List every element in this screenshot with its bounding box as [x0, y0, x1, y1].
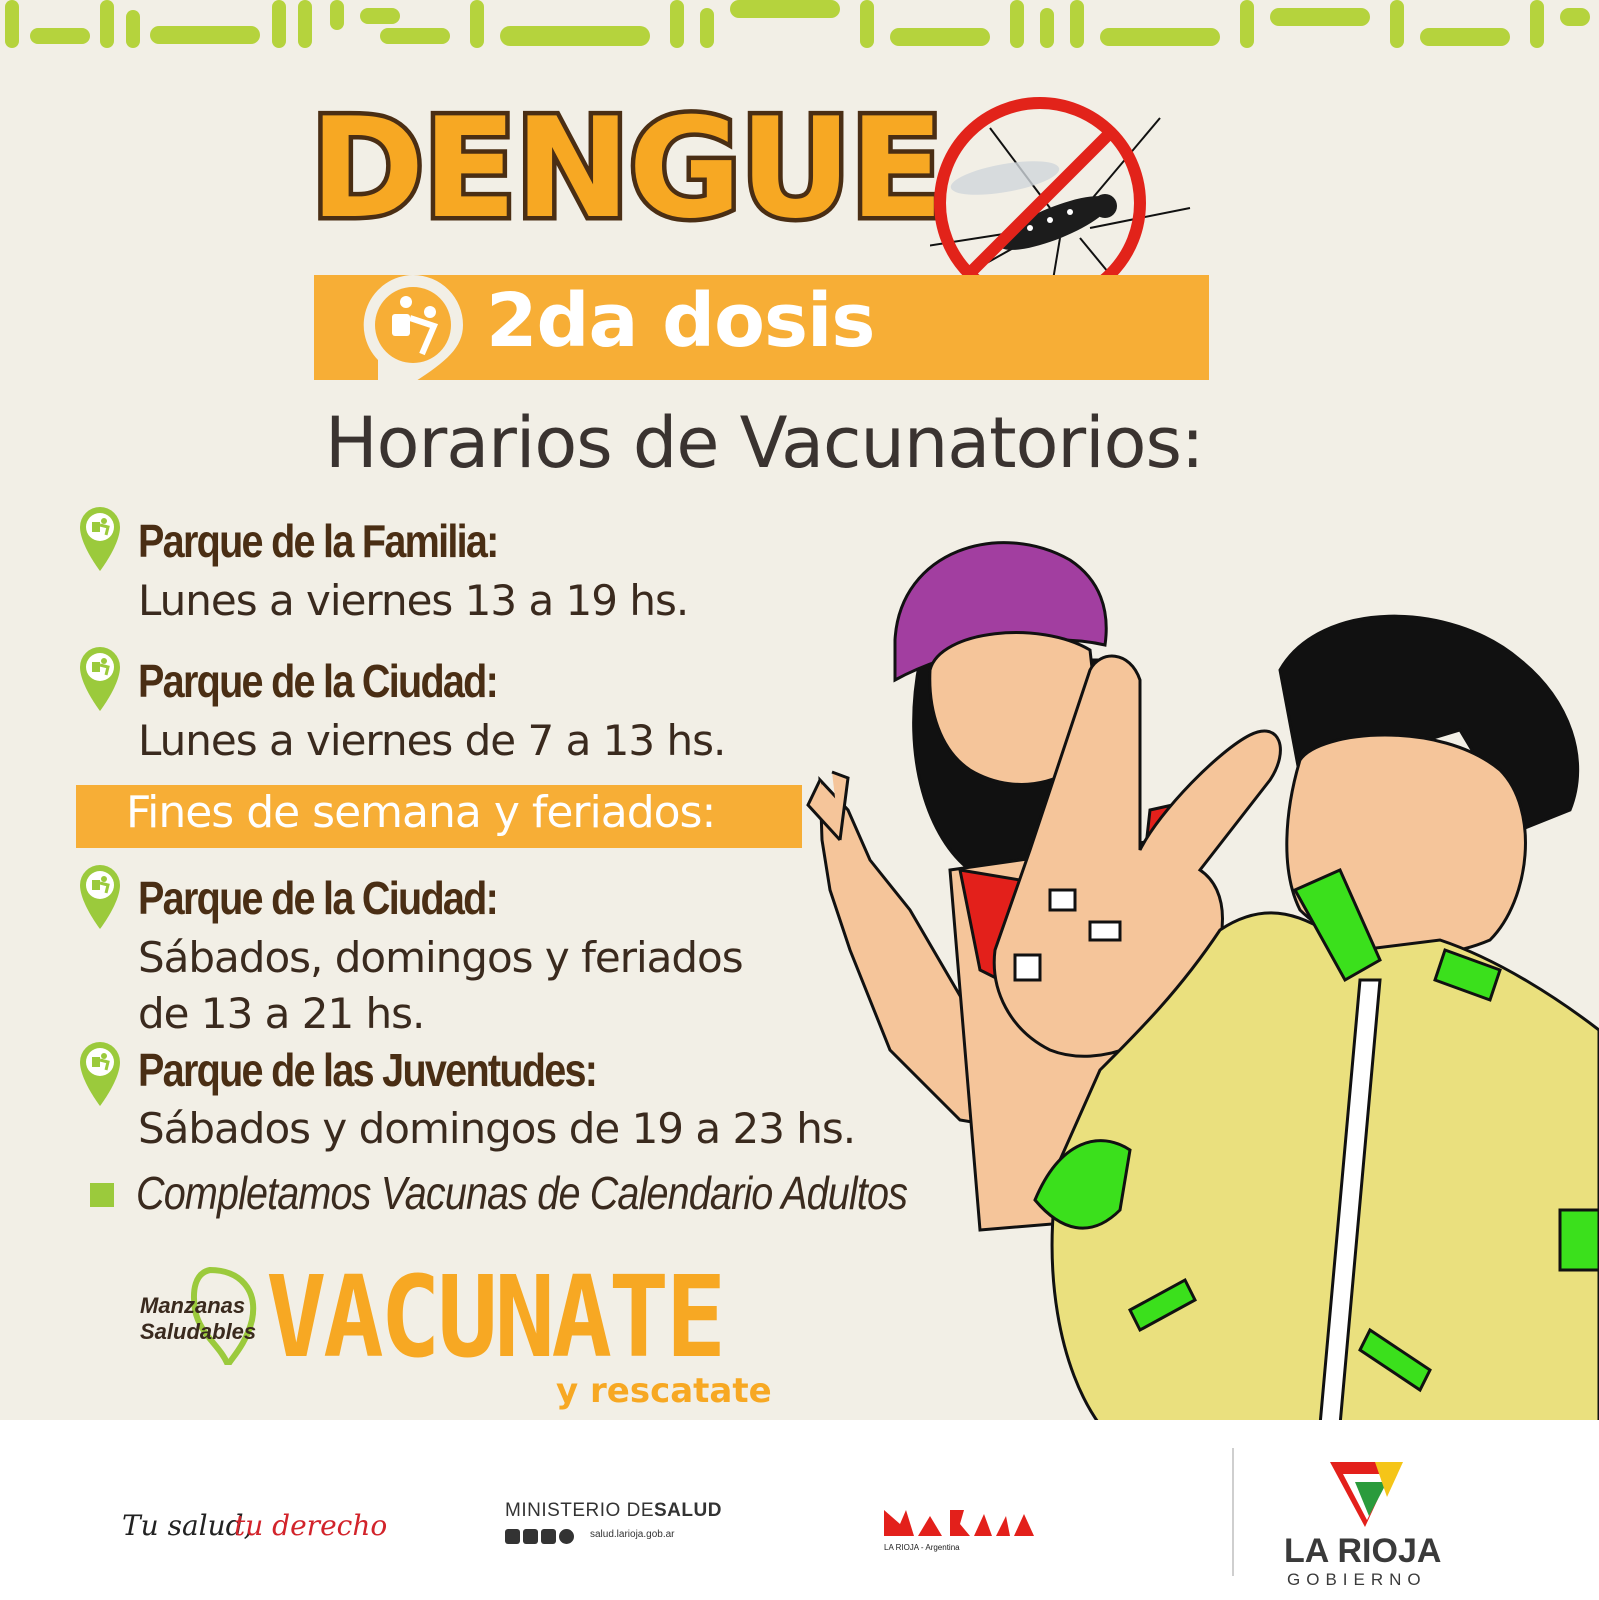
- vaccination-pin-icon: [78, 645, 122, 713]
- location-name: Parque de la Ciudad:: [138, 872, 498, 924]
- vaccination-pin-icon: [78, 505, 122, 573]
- government-name: LA RIOJA: [1284, 1532, 1442, 1570]
- note-bullet: [90, 1183, 114, 1207]
- social-links: [505, 1528, 577, 1546]
- logo-line2: Saludables: [140, 1319, 257, 1344]
- footer-divider: [1232, 1448, 1234, 1576]
- ministry-prefix: MINISTERIO DE: [505, 1500, 655, 1521]
- location-hours: Lunes a viernes 13 a 19 hs.: [138, 576, 689, 625]
- location-name: Parque de las Juventudes:: [138, 1044, 597, 1096]
- location-hours: de 13 a 21 hs.: [138, 989, 425, 1038]
- campaign-headline: VACUNATE: [266, 1253, 723, 1383]
- instagram-icon[interactable]: [541, 1529, 556, 1544]
- logo-line1: Manzanas: [140, 1293, 246, 1318]
- kids-illustration: [800, 510, 1599, 1425]
- location-hours: Sábados, domingos y feriados: [138, 933, 743, 982]
- manzanas-saludables-logo: [140, 1265, 258, 1365]
- adult-calendar-note: Completamos Vacunas de Calendario Adultos: [136, 1167, 908, 1219]
- schedule-heading: Horarios de Vacunatorios:: [325, 402, 1204, 484]
- weekend-heading: Fines de semana y feriados:: [126, 787, 716, 838]
- location-name: Parque de la Ciudad:: [138, 655, 498, 707]
- decorative-top-band: [0, 0, 1599, 60]
- page-title: DENGUE: [310, 88, 942, 249]
- location-name: Parque de la Familia:: [138, 515, 498, 567]
- website-link[interactable]: salud.larioja.gob.ar: [590, 1529, 675, 1540]
- location-hours: Sábados y domingos de 19 a 23 hs.: [138, 1104, 856, 1153]
- web-icon[interactable]: [559, 1529, 574, 1544]
- dose-label: 2da dosis: [486, 278, 875, 364]
- vaccination-pin-icon: [78, 863, 122, 931]
- gobierno-emblem-logo: [1325, 1452, 1405, 1532]
- region-label: LA RIOJA - Argentina: [884, 1543, 960, 1552]
- la-rioja-wordmark-logo: [884, 1506, 1034, 1540]
- vaccination-pin-icon: [358, 270, 468, 410]
- location-hours: Lunes a viernes de 7 a 13 hs.: [138, 716, 726, 765]
- slogan-part2: tu derecho: [234, 1509, 388, 1542]
- ministry-name: SALUD: [654, 1500, 722, 1521]
- slogan-part1: Tu salud,: [122, 1509, 253, 1542]
- campaign-tagline: y rescatate: [556, 1371, 772, 1411]
- facebook-icon[interactable]: [505, 1529, 520, 1544]
- x-icon[interactable]: [523, 1529, 538, 1544]
- government-subtitle: GOBIERNO: [1287, 1570, 1427, 1589]
- vaccination-pin-icon: [78, 1040, 122, 1108]
